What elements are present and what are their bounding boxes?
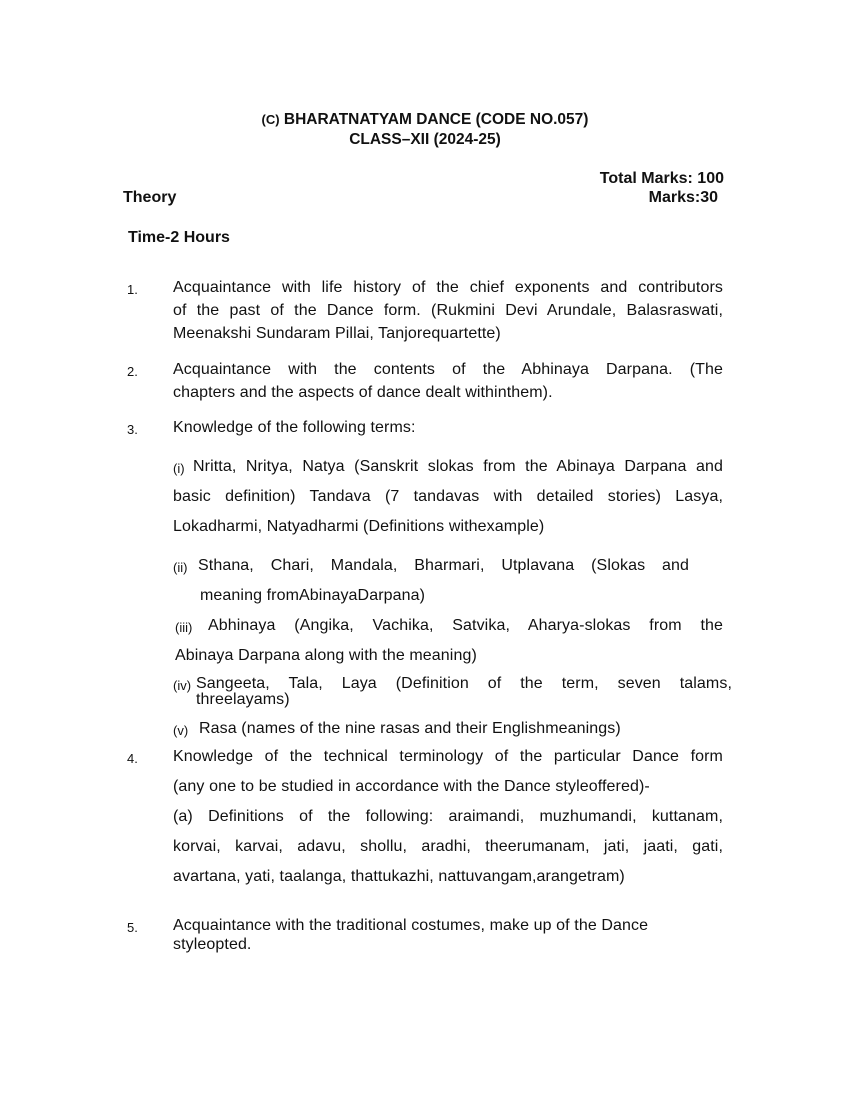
- item-line: Meenakshi Sundaram Pillai, Tanjorequartette): [173, 325, 501, 342]
- item-line: korvai, karvai, adavu, shollu, aradhi, theerumanam, jati, jaati, gati,: [173, 838, 723, 855]
- item-line: Knowledge of the following terms:: [173, 419, 416, 436]
- subitem-line: Lokadharmi, Natyadharmi (Definitions withexample): [173, 518, 545, 535]
- item-number: 1.: [127, 282, 138, 297]
- subitem-line: Sthana, Chari, Mandala, Bharmari, Utplavana (Slokas and: [198, 557, 689, 574]
- item-line: avartana, yati, taalanga, thattukazhi, nattuvangam,arangetram): [173, 868, 625, 885]
- item-line: Acquaintance with the contents of the Abhinaya Darpana. (The: [173, 361, 723, 378]
- subitem-line: meaning fromAbinayaDarpana): [200, 587, 426, 604]
- item-number: 5.: [127, 920, 138, 935]
- title-prefix: (C): [261, 112, 280, 127]
- subitem-marker: (ii): [173, 560, 188, 575]
- document-title: [0, 111, 850, 129]
- item-number: 2.: [127, 364, 138, 379]
- title-text: BHARATNATYAM DANCE (CODE NO.057): [283, 111, 589, 128]
- item-line: Acquaintance with the traditional costumes, make up of the Dance: [173, 917, 649, 934]
- subitem-marker: (iii): [175, 620, 193, 635]
- item-line: styleopted.: [173, 936, 252, 953]
- item-number: 3.: [127, 422, 138, 437]
- subitem-line: Rasa (names of the nine rasas and their Englishmeanings): [199, 720, 621, 737]
- item-line: chapters and the aspects of dance dealt withinthem).: [173, 384, 553, 401]
- subitem-line: Abhinaya (Angika, Vachika, Satvika, Aharya-slokas from the: [208, 617, 723, 634]
- subitem-marker: (i): [173, 461, 185, 476]
- item-number: 4.: [127, 751, 138, 766]
- item-line: Knowledge of the technical terminology of the particular Dance form: [173, 748, 723, 765]
- subitem-line: Abinaya Darpana along with the meaning): [175, 647, 477, 664]
- subitem-line: Nritta, Nritya, Natya (Sanskrit slokas from the Abinaya Darpana and: [193, 458, 723, 475]
- subitem-marker: (v): [173, 723, 189, 738]
- subitem-line: Sangeeta, Tala, Laya (Definition of the term, seven talams,: [196, 675, 732, 692]
- section-label: Theory: [123, 189, 177, 206]
- item-line: (a) Definitions of the following: araimandi, muzhumandi, kuttanam,: [173, 808, 723, 825]
- document-subtitle: CLASS–XII (2024-25): [349, 131, 501, 148]
- subitem-marker: (iv): [173, 678, 192, 693]
- subitem-line: basic definition) Tandava (7 tandavas with detailed stories) Lasya,: [173, 488, 723, 505]
- item-line: of the past of the Dance form. (Rukmini Devi Arundale, Balasraswati,: [173, 302, 723, 319]
- item-line: Acquaintance with life history of the chief exponents and contributors: [173, 279, 723, 296]
- subitem-line: threelayams): [196, 691, 290, 708]
- time-label: Time-2 Hours: [128, 229, 230, 246]
- section-marks: Marks:30: [648, 189, 718, 206]
- item-line: (any one to be studied in accordance with the Dance styleoffered)-: [173, 778, 650, 795]
- total-marks: Total Marks: 100: [599, 170, 724, 187]
